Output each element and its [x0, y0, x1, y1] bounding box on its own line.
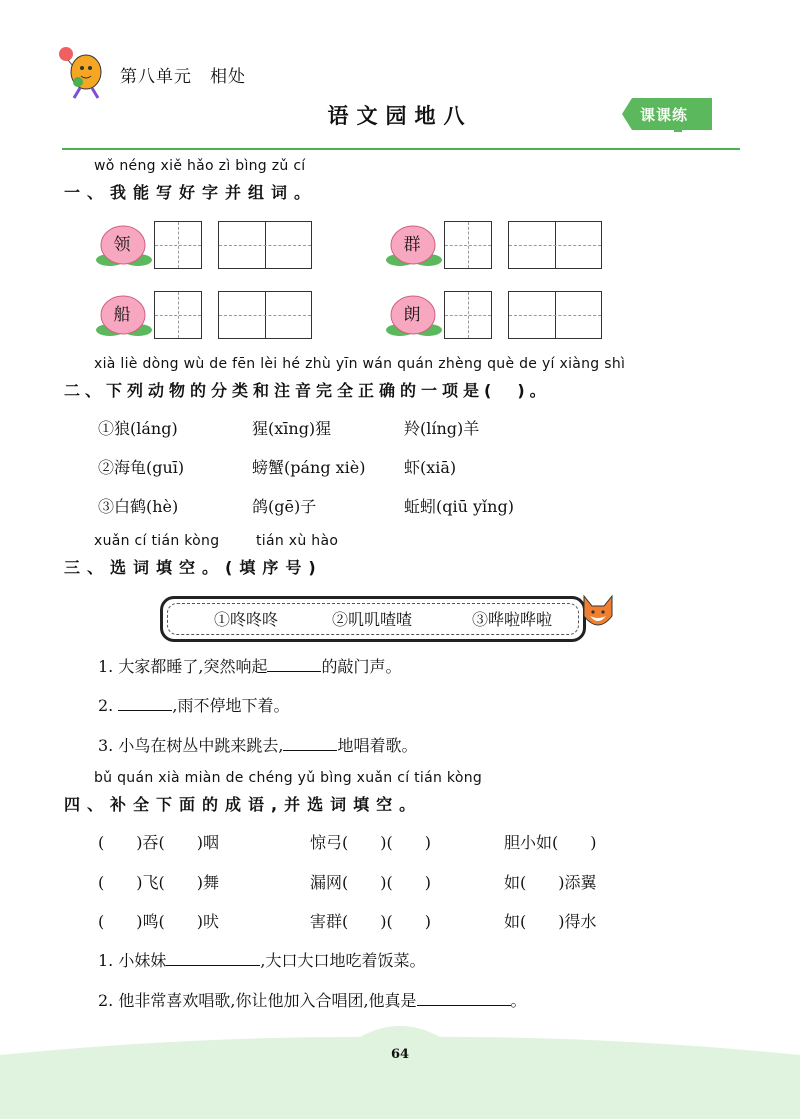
- s2-row1-b: 猩(xīng)猩: [252, 419, 332, 438]
- writing-box[interactable]: [154, 221, 202, 269]
- s3-q3-suffix: 地唱着歌。: [337, 736, 418, 755]
- s3-question-3: [98, 733, 417, 756]
- s3-q2-suffix: ,雨不停地下着。: [172, 696, 290, 715]
- s3-q1-suffix: 的敲门声。: [321, 657, 402, 676]
- char-qun: 群: [403, 235, 421, 255]
- idiom-r3-c: 如( )得水: [504, 912, 597, 931]
- footer-background: [0, 1015, 800, 1119]
- char-lang: 朗: [403, 305, 421, 325]
- s4-question-2: [98, 988, 527, 1011]
- s4-q2-suffix: 。: [510, 991, 527, 1010]
- peach-char-4: [386, 290, 444, 340]
- char-ling: 领: [113, 235, 131, 255]
- writing-box[interactable]: [444, 291, 492, 339]
- answer-blank[interactable]: [417, 991, 511, 1006]
- peach-char-3: [96, 290, 154, 340]
- peach-char-2: [386, 220, 444, 270]
- s2-pinyin: xià liè dòng wù de fēn lèi hé zhù yīn wán quán zhèng què de yí xiàng shì: [94, 356, 626, 372]
- option-2: ②叽叽喳喳: [332, 610, 413, 629]
- peach-char-1: [96, 220, 154, 270]
- idiom-r3-b: 害群( )( ): [310, 912, 431, 931]
- idiom-r1-c: 胆小如( ): [504, 833, 597, 852]
- s2-row3-c: 蚯蚓(qiū yǐng): [404, 497, 514, 516]
- word-box[interactable]: [508, 221, 602, 269]
- s4-question-1: [98, 948, 425, 971]
- idiom-r1-b: 惊弓( )( ): [310, 833, 431, 852]
- mascot-icon: [56, 42, 106, 100]
- practice-tag: [622, 96, 714, 132]
- answer-blank[interactable]: [166, 951, 260, 966]
- s3-question-1: [98, 654, 401, 677]
- s4-heading: 四、补全下面的成语,并选词填空。: [64, 795, 423, 814]
- s2-row3-b: 鸽(gē)子: [252, 497, 317, 516]
- idiom-r3-a: ( )鸣( )吠: [98, 912, 219, 931]
- s3-pinyin-2: tián xù hào: [256, 533, 339, 549]
- fox-icon: [578, 590, 618, 636]
- s3-heading: 三、选词填空。(填序号): [64, 558, 323, 577]
- word-box[interactable]: [218, 291, 312, 339]
- s3-q2-text: 2.: [98, 696, 119, 715]
- s2-row3-a: ③白鹤(hè): [98, 497, 179, 516]
- idiom-r1-a: ( )吞( )咽: [98, 833, 219, 852]
- page-title: 语文园地八: [327, 103, 473, 128]
- s3-question-2: [98, 693, 289, 716]
- char-chuan: 船: [113, 305, 131, 325]
- tag-label: 课课练: [640, 106, 689, 124]
- option-1: ①咚咚咚: [214, 610, 279, 629]
- s2-row1-a: ①狼(láng): [98, 419, 178, 438]
- s1-heading: 一、我能写好字并组词。: [64, 183, 318, 202]
- idiom-r2-a: ( )飞( )舞: [98, 873, 219, 892]
- s3-q1-text: 1. 大家都睡了,突然响起: [98, 657, 268, 676]
- s4-q2-text: 2. 他非常喜欢唱歌,你让他加入合唱团,他真是: [98, 991, 417, 1010]
- s2-row2-a: ②海龟(guī): [98, 458, 185, 477]
- writing-box[interactable]: [444, 221, 492, 269]
- idiom-r2-b: 漏网( )( ): [310, 873, 431, 892]
- page-number: 64: [390, 1047, 410, 1062]
- answer-blank[interactable]: [267, 657, 321, 672]
- word-box[interactable]: [508, 291, 602, 339]
- option-3: ③哗啦哗啦: [472, 610, 553, 629]
- s1-pinyin: wǒ néng xiě hǎo zì bìng zǔ cí: [94, 158, 306, 174]
- s2-row2-b: 螃蟹(páng xiè): [252, 458, 366, 477]
- answer-blank[interactable]: [283, 736, 337, 751]
- writing-box[interactable]: [154, 291, 202, 339]
- s3-q3-text: 3. 小鸟在树丛中跳来跳去,: [98, 736, 284, 755]
- unit-title: 第八单元 相处: [120, 67, 246, 87]
- s2-row1-c: 羚(líng)羊: [404, 419, 480, 438]
- idiom-r2-c: 如( )添翼: [504, 873, 597, 892]
- s2-heading: 二、下列动物的分类和注音完全正确的一项是( )。: [64, 381, 551, 400]
- s4-q1-text: 1. 小妹妹: [98, 951, 167, 970]
- word-box[interactable]: [218, 221, 312, 269]
- s2-row2-c: 虾(xiā): [404, 458, 457, 477]
- s4-q1-suffix: ,大口大口地吃着饭菜。: [260, 951, 426, 970]
- answer-blank[interactable]: [118, 696, 172, 711]
- s4-pinyin: bǔ quán xià miàn de chéng yǔ bìng xuǎn cí tián kòng: [94, 770, 483, 786]
- s3-pinyin-1: xuǎn cí tián kòng: [94, 533, 220, 549]
- header-divider: [62, 148, 740, 150]
